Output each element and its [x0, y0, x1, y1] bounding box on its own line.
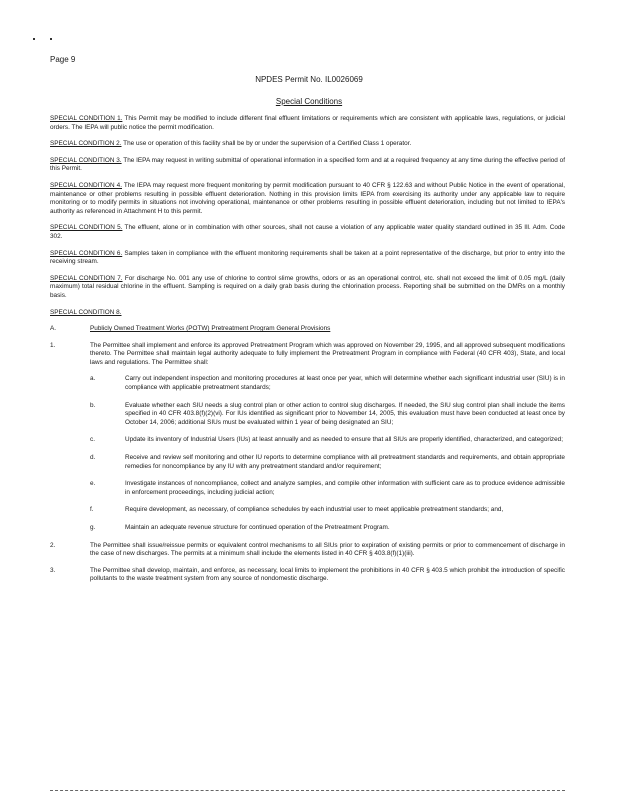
condition-label: SPECIAL CONDITION 8.	[50, 308, 122, 316]
condition-text: This Permit may be modified to include different final effluent limitations or requirements which are consistent with applicable laws, regulations, or judicial orders. The IEPA will public notice the permit modification.	[50, 115, 565, 131]
subitem-letter: b.	[90, 401, 96, 409]
section-title: Special Conditions	[275, 97, 343, 106]
section-heading-text: Publicly Owned Treatment Works (POTW) Pretreatment Program General Provisions	[90, 325, 331, 333]
subitem-d	[90, 454, 565, 471]
condition-text: The use or operation of this facility shall be by or under the supervision of a Certified Class 1 operator.	[121, 140, 412, 148]
subitem-g	[90, 524, 565, 533]
condition-label: SPECIAL CONDITION 5.	[50, 224, 123, 232]
item-number: 3.	[50, 566, 56, 574]
condition-text: The IEPA may request in writing submittal of operational information in a specified form and at a required frequency at any time during the effective period of this Permit.	[50, 156, 566, 173]
subitem-text: Maintain an adequate revenue structure for continued operation of the Pretreatment Program.	[125, 524, 390, 531]
condition-label: SPECIAL CONDITION 2.	[50, 140, 122, 148]
subitem-letter: a.	[90, 375, 96, 383]
subitem-letter: f.	[90, 506, 94, 514]
subitem-text: Carry out independent inspection and monitoring procedures at least once per year, which will determine whether each significant industrial user (SIU) is in compliance with applicable pretreatment standards;	[125, 375, 565, 392]
special-condition-6	[50, 250, 565, 267]
subitem-text: Investigate instances of noncompliance, collect and analyze samples, and compile other information with sufficient care as to produce evidence admissible in enforcement proceedings, including judicial action;	[125, 480, 565, 496]
section-a-heading	[50, 325, 565, 334]
item-text: The Permittee shall develop, maintain, and enforce, as necessary, local limits to implement the prohibitions in 40 CFR § 403.5 which prohibit the introduction of specific pollutants to the waste treatment system from any source of nondomestic discharge.	[90, 566, 565, 583]
condition-text: Samples taken in compliance with the effluent monitoring requirements shall be taken at a point representative of the discharge, but prior to entry into the receiving stream.	[50, 249, 565, 266]
document-body	[50, 115, 565, 592]
item-2	[50, 542, 565, 559]
item-3	[50, 567, 565, 584]
item-text: The Permittee shall implement and enforce its approved Pretreatment Program which was approved on November 29, 1995, and all approved subsequent modifications thereto. The Permittee shall maintain legal authority adequate to fully implement the Pretreatment Program in compliance with Federal (40 CFR 403), State, and local laws and regulations. The Permittee shall:	[90, 341, 565, 366]
subitem-a	[90, 375, 565, 392]
special-condition-1	[50, 115, 565, 132]
footer-rule	[50, 790, 565, 791]
subitem-f	[90, 506, 565, 515]
special-condition-8	[50, 309, 565, 318]
subitem-letter: g.	[90, 524, 96, 531]
item-1	[50, 342, 565, 368]
condition-label: SPECIAL CONDITION 4.	[50, 181, 122, 189]
item-number: 1.	[50, 341, 56, 349]
item-text: The Permittee shall issue/reissue permits or equivalent control mechanisms to all SIUs prior to expiration of existing permits or prior to commencement of discharge in the case of new discharges. The permits at a minimum shall include the elements listed in 40 CFR § 403.8(f)(1)(iii).	[90, 541, 565, 558]
permit-number: NPDES Permit No. IL0026069	[255, 75, 363, 84]
special-condition-2	[50, 140, 565, 149]
condition-text: The effluent, alone or in combination with other sources, shall not cause a violation of any applicable water quality standard outlined in 35 Ill. Adm. Code 302.	[50, 224, 566, 240]
condition-label: SPECIAL CONDITION 3.	[50, 156, 122, 164]
subitem-c	[90, 436, 565, 445]
subitem-e	[90, 480, 565, 497]
subitem-text: Receive and review self monitoring and other IU reports to determine compliance with all pretreatment standards and requirements, and obtain appropriate remedies for noncompliance by any IU with any pretreatment standard and/or requirement;	[125, 454, 565, 470]
subitem-text: Update its inventory of Industrial Users (IUs) at least annually and as needed to ensure that all SIUs are properly identified, characterized, and categorized;	[125, 436, 563, 444]
item-number: 2.	[50, 541, 56, 549]
subitem-letter: c.	[90, 436, 95, 444]
condition-text: For discharge No. 001 any use of chlorine to control slime growths, odors or as an operational control, etc. shall not exceed the limit of 0.05 mg/L (daily maximum) total residual chlorine in the effluent. Sampling is required on a daily grab basis during the chlorination process. Reporting shall be submitted on the DMRs on a monthly basis.	[50, 274, 565, 299]
special-condition-3	[50, 157, 565, 174]
subitem-text: Evaluate whether each SIU needs a slug control plan or other action to control slug discharges. If needed, the SIU slug control plan shall include the items specified in 40 CFR 403.8(f)(2)(vi). For IUs identified as significant prior to November 14, 2005, this evaluation must have been conducted at least once by October 14, 2006; additional SIUs must be evaluated within 1 year of being designated an SIU;	[125, 401, 565, 426]
page-number: Page 9	[50, 55, 76, 64]
scan-speck	[33, 38, 35, 40]
special-condition-4	[50, 182, 565, 216]
subitem-text: Require development, as necessary, of compliance schedules by each industrial user to meet applicable pretreatment standards; and,	[125, 506, 504, 514]
subitem-letter: d.	[90, 454, 96, 462]
scan-speck	[50, 38, 52, 40]
section-letter: A.	[50, 325, 57, 333]
condition-label: SPECIAL CONDITION 7.	[50, 274, 123, 282]
special-condition-7	[50, 275, 565, 301]
condition-text: The IEPA may request more frequent monitoring by permit modification pursuant to 40 CFR § 122.63 and without Public Notice in the event of operational, maintenance or other problems resulting in possible effluent deterioration. Nothing in this provision limits IEPA from exercising its authority under any applicable law to require monitoring or to modify permits in situations not involving operational, maintenance or other problems resulting in possible effluent deterioration, including but not limited to IEPA's authority as referenced in Attachment H to this permit.	[50, 181, 565, 215]
subitem-b	[90, 402, 565, 428]
special-condition-5	[50, 224, 565, 241]
condition-label: SPECIAL CONDITION 6.	[50, 249, 123, 257]
subitem-letter: e.	[90, 480, 96, 488]
condition-label: SPECIAL CONDITION 1.	[50, 115, 123, 122]
